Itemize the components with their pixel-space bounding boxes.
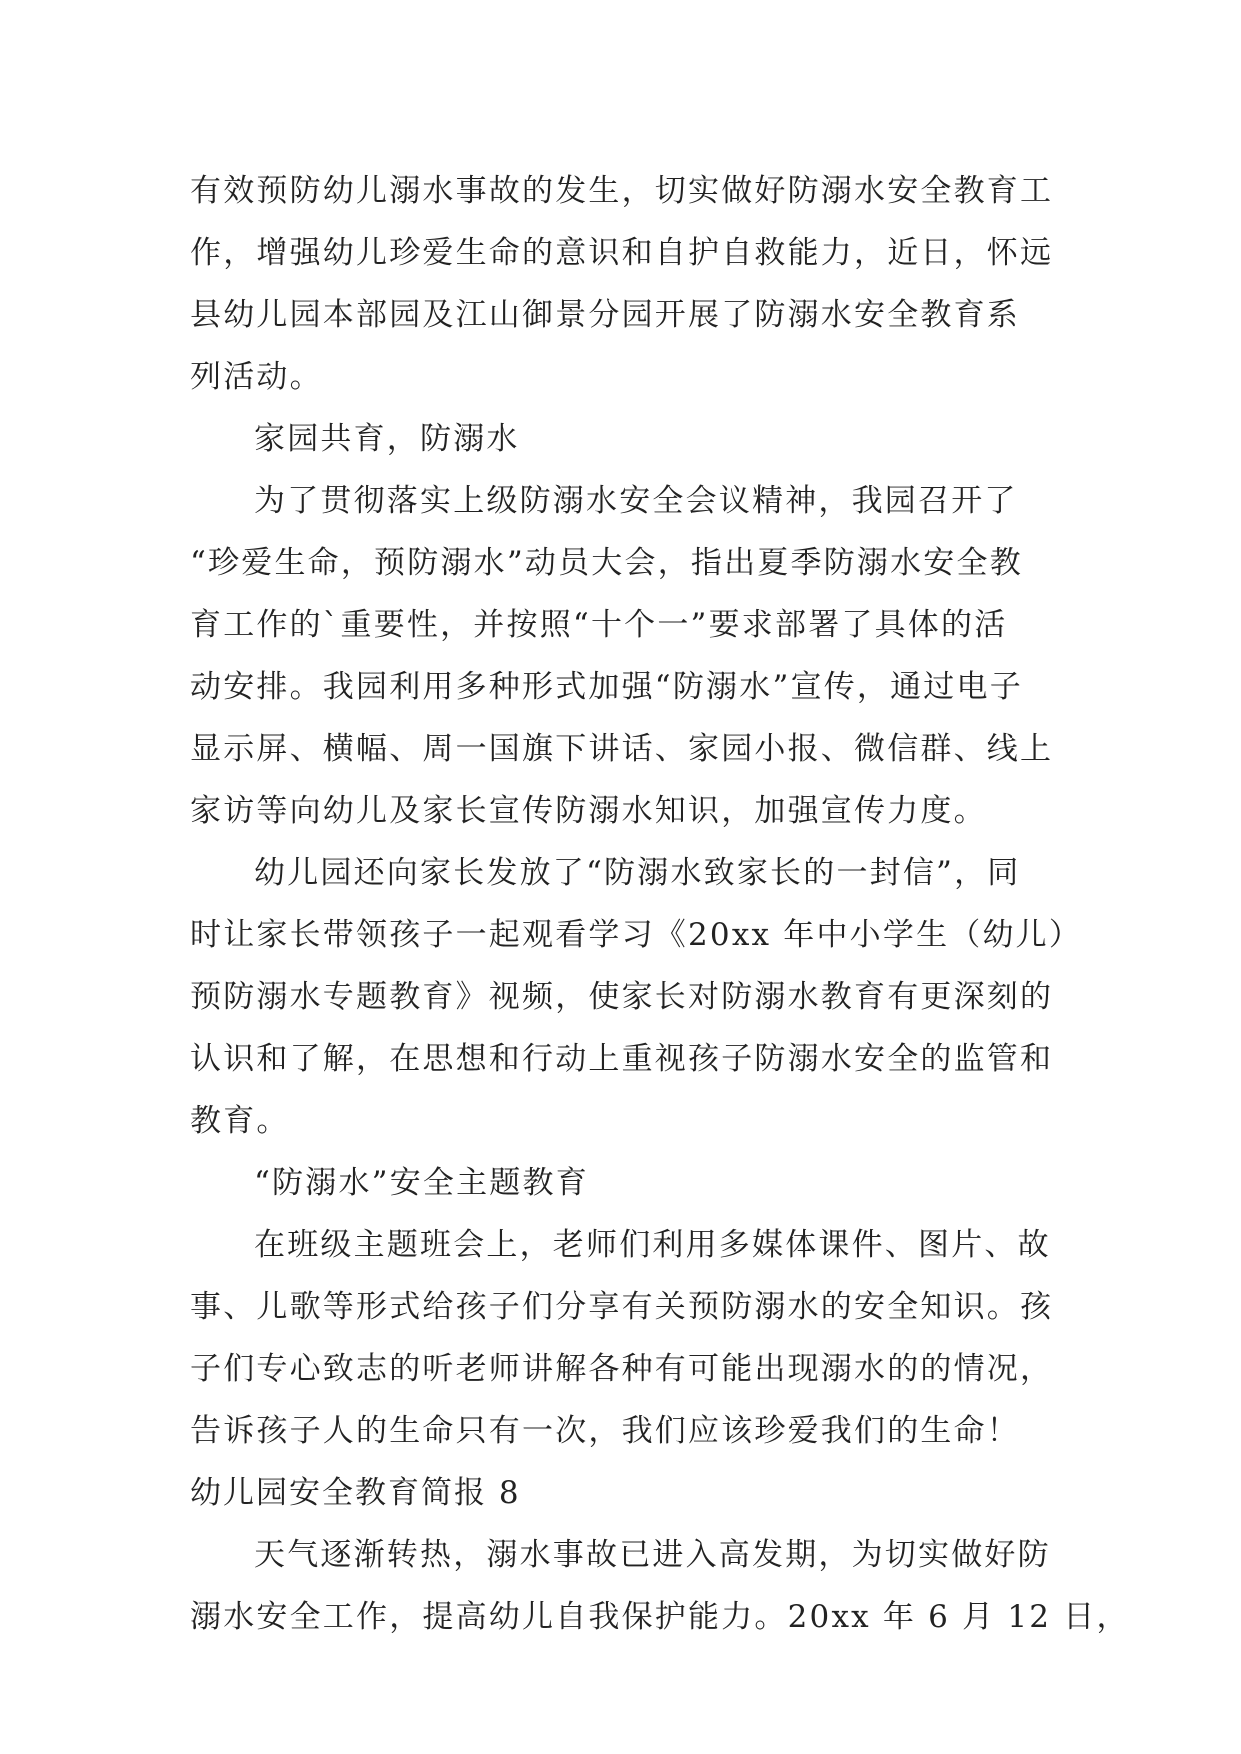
paragraph-line: 天气逐渐转热，溺水事故已进入高发期，为切实做好防	[254, 1537, 1051, 1573]
paragraph-line: 显示屏、横幅、周一国旗下讲话、家园小报、微信群、线上	[190, 731, 1054, 767]
paragraph-line: 育工作的`重要性，并按照“十个一”要求部署了具体的活	[190, 607, 1008, 643]
paragraph-line: 在班级主题班会上，老师们利用多媒体课件、图片、故	[254, 1227, 1051, 1263]
paragraph-line: 县幼儿园本部园及江山御景分园开展了防溺水安全教育系	[190, 297, 1020, 333]
paragraph-line: 教育。	[190, 1103, 290, 1139]
paragraph-line: 作，增强幼儿珍爱生命的意识和自护自救能力，近日，怀远	[190, 235, 1054, 271]
paragraph-line: 事、儿歌等形式给孩子们分享有关预防溺水的安全知识。孩	[190, 1289, 1054, 1325]
section-heading: 家园共育，防溺水	[254, 421, 520, 457]
paragraph-line: 子们专心致志的听老师讲解各种有可能出现溺水的的情况，	[190, 1351, 1054, 1387]
paragraph-line: 时让家长带领孩子一起观看学习《20xx 年中小学生（幼儿）	[190, 917, 1083, 953]
document-title: 幼儿园安全教育简报 8	[190, 1475, 521, 1511]
paragraph-line: 为了贯彻落实上级防溺水安全会议精神，我园召开了	[254, 483, 1018, 519]
section-heading: “防溺水”安全主题教育	[254, 1165, 589, 1201]
paragraph-line: 认识和了解，在思想和行动上重视孩子防溺水安全的监管和	[190, 1041, 1054, 1077]
paragraph-line: “珍爱生命，预防溺水”动员大会，指出夏季防溺水安全教	[190, 545, 1023, 581]
paragraph-line: 幼儿园还向家长发放了“防溺水致家长的一封信”，同	[254, 855, 1021, 891]
paragraph-line: 动安排。我园利用多种形式加强“防溺水”宣传，通过电子	[190, 669, 1023, 705]
paragraph-line: 家访等向幼儿及家长宣传防溺水知识，加强宣传力度。	[190, 793, 987, 829]
paragraph-line: 溺水安全工作，提高幼儿自我保护能力。20xx 年 6 月 12 日，	[190, 1599, 1130, 1635]
paragraph-line: 预防溺水专题教育》视频，使家长对防溺水教育有更深刻的	[190, 979, 1054, 1015]
paragraph-line: 列活动。	[190, 359, 323, 395]
paragraph-line: 有效预防幼儿溺水事故的发生，切实做好防溺水安全教育工	[190, 173, 1054, 209]
paragraph-line: 告诉孩子人的生命只有一次，我们应该珍爱我们的生命！	[190, 1413, 1020, 1449]
document-body	[190, 160, 1130, 1648]
